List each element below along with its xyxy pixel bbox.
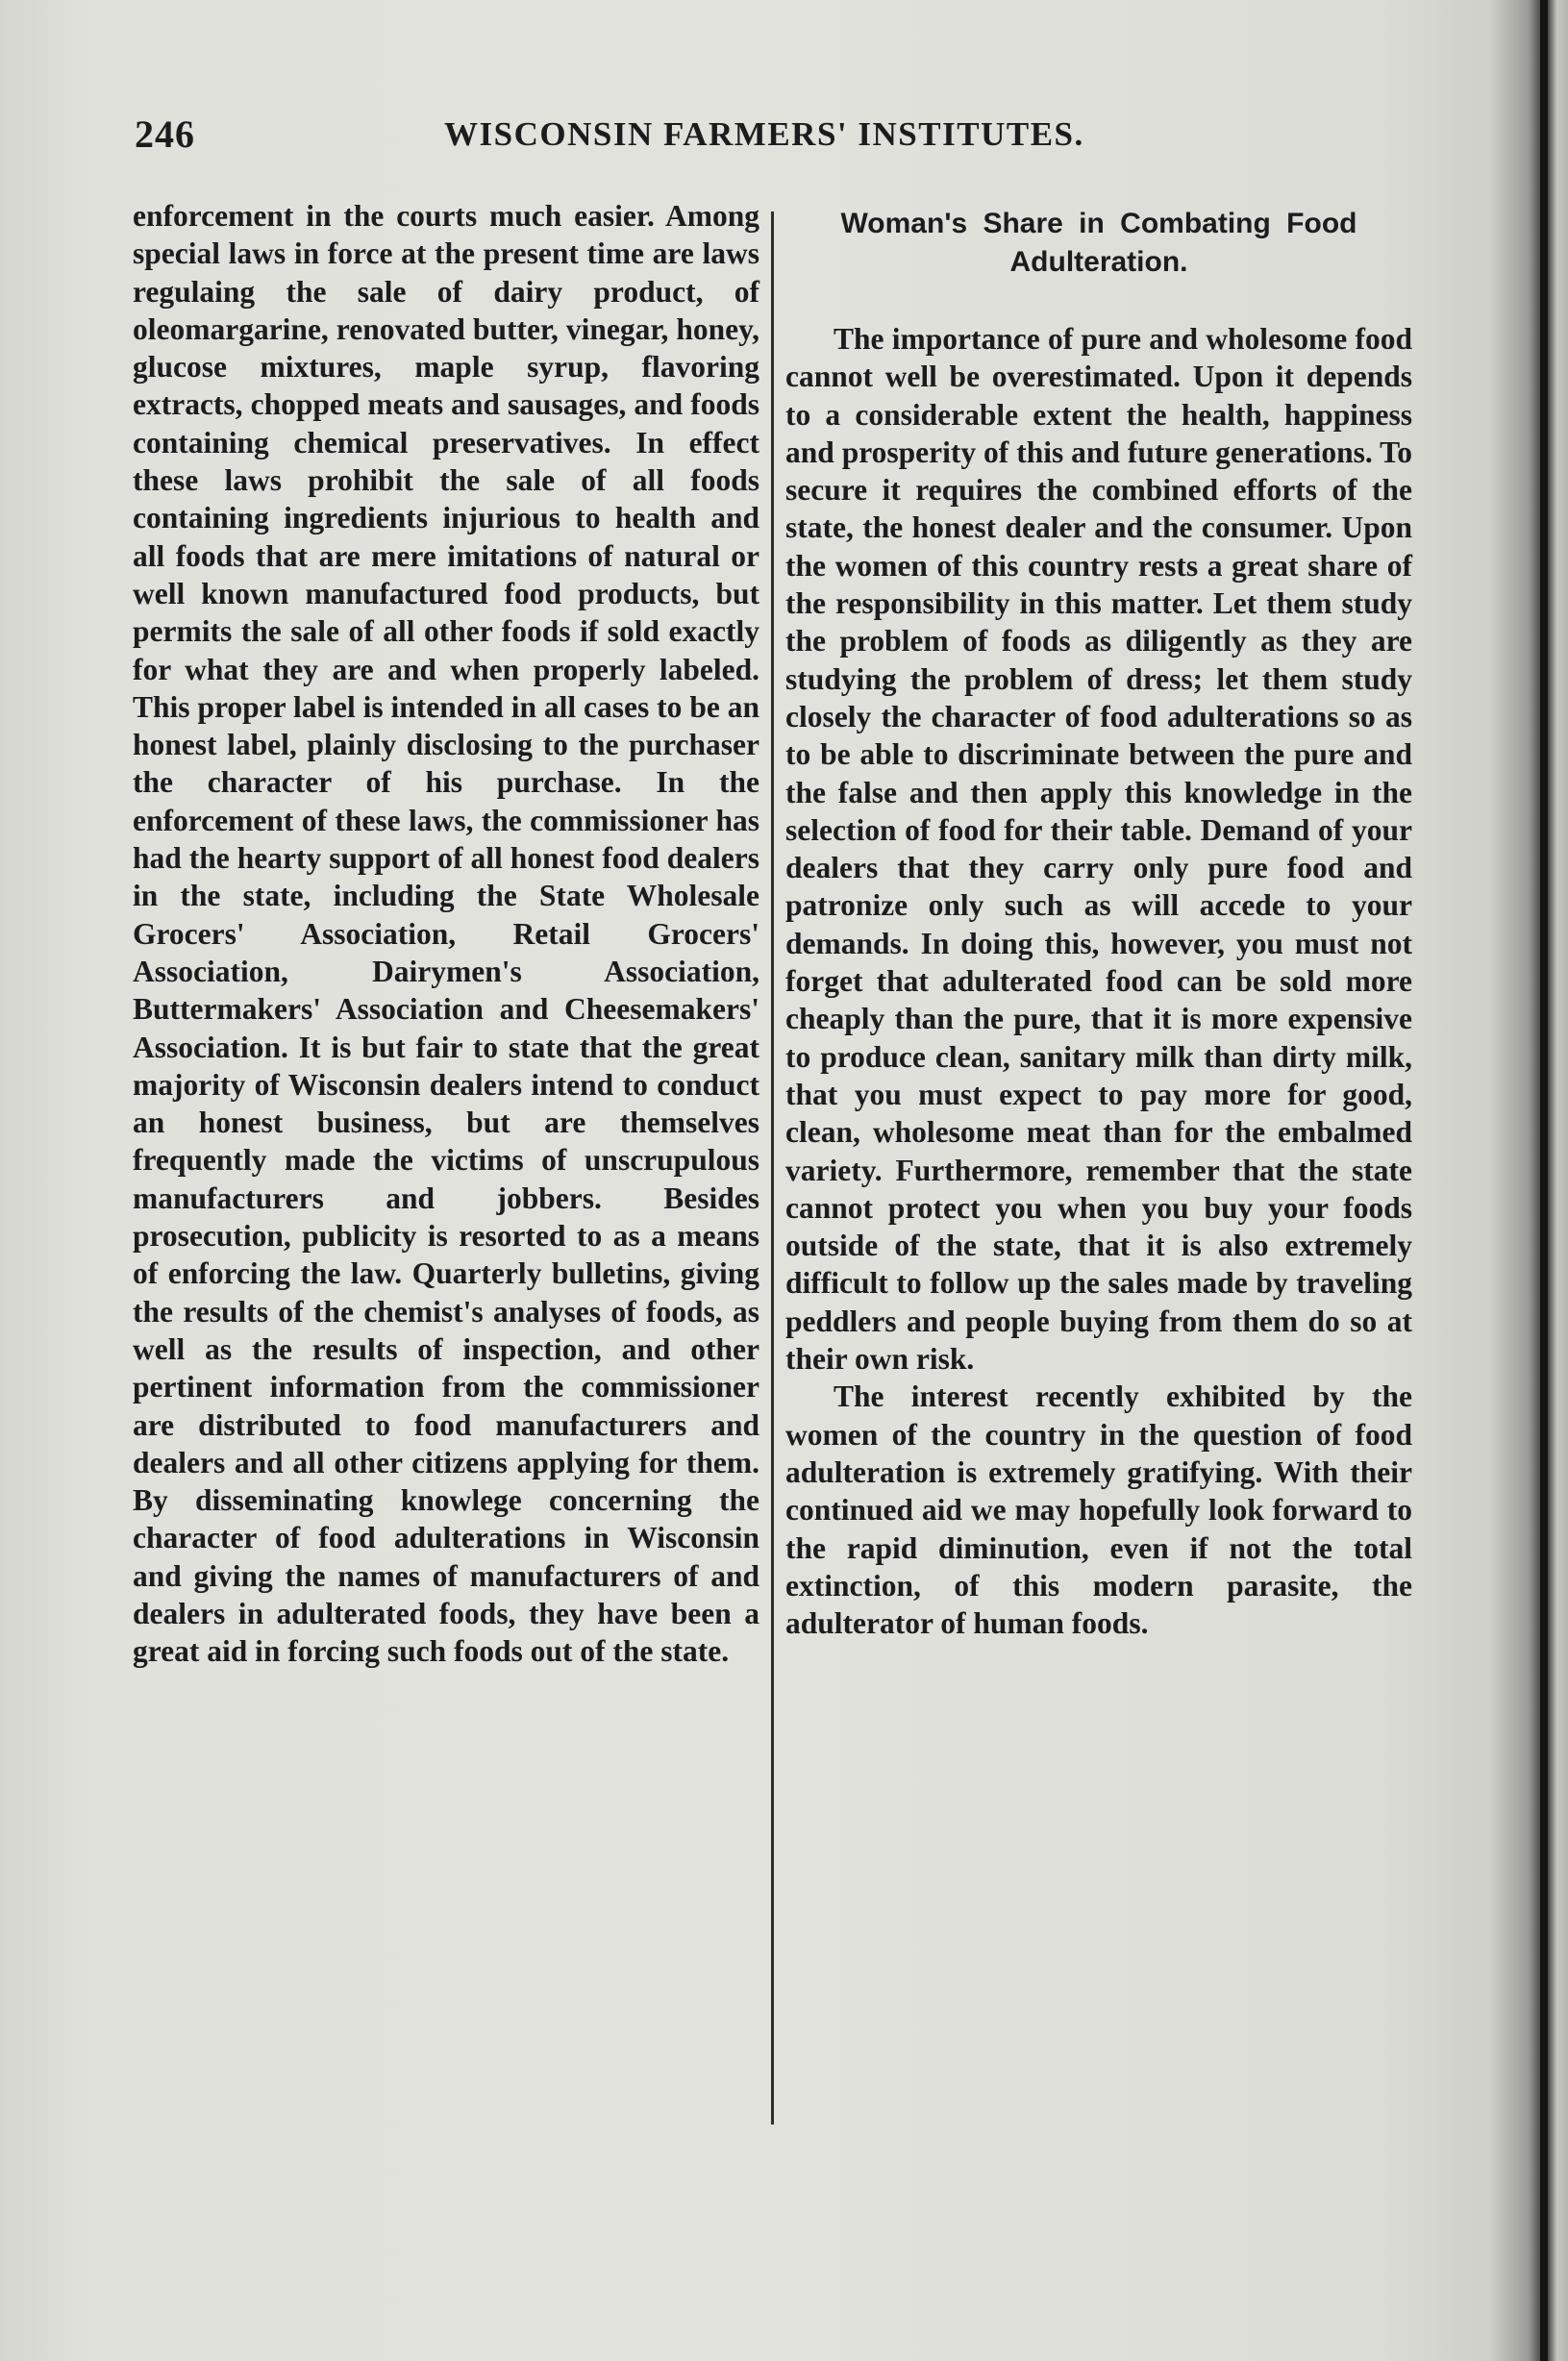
column-divider	[771, 211, 774, 2125]
left-paragraph: enforcement in the courts much easier. Among special laws in force at the present time are laws regulaing the sale of dairy product, of oleomargarine, renovated butter, vinegar, honey, glucose mixtures, maple syrup, flavoring extracts, chopped meats and sausages, and foods containing chemical preservatives. In effect these laws prohibit the sale of all foods containing ingredients injurious to health and all foods that are mere imitations of natural or well known manufactured food products, but permits the sale of all other foods if sold exactly for what they are and when properly labeled. This proper label is intended in all cases to be an honest label, plainly disclosing to the purchaser the character of his purchase. In the enforcement of these laws, the commissioner has had the hearty support of all honest food dealers in the state, including the State Wholesale Grocers' Association, Retail Grocers' Association, Dairymen's Association, Buttermakers' Association and Cheesemakers' Association. It is but fair to state that the great majority of Wisconsin dealers intend to conduct an honest business, but are themselves frequently made the victims of unscrupulous manufacturers and jobbers. Besides prosecution, publicity is resorted to as a means of enforcing the law. Quarterly bulletins, giving the results of the chemist's analyses of foods, as well as the results of inspection, and other pertinent information from the commissioner are distributed to food manufacturers and dealers and all other citizens applying for them. By disseminating knowlege concerning the character of food adulterations in Wisconsin and giving the names of manufacturers of and dealers in adulterated foods, they have been a great aid in forcing such foods out of the state.	[133, 199, 759, 1669]
left-column	[133, 197, 759, 1671]
section-heading: Woman's Share in Combating Food Adulteration.	[840, 208, 1357, 278]
running-title: WISCONSIN FARMERS' INSTITUTES.	[444, 115, 1084, 153]
right-paragraph: The interest recently exhibited by the women of the country in the question of food adulteration is extremely gratifying. With their continued aid we may hopefully look forward to the rapid diminution, even if not the total extinction, of this modern parasite, the adulterator of human foods.	[785, 1379, 1412, 1641]
page-number: 246	[135, 112, 195, 156]
page-edge-shadow	[1540, 0, 1548, 2361]
running-head	[135, 112, 1134, 169]
right-column	[785, 197, 1412, 1642]
right-paragraph: The importance of pure and wholesome food cannot well be overestimated. Upon it depends to a considerable extent the health, happiness and prosperity of this and future generations. To secure it requires the combined efforts of the state, the honest dealer and the consumer. Upon the women of this country rests a great share of the responsibility in this matter. Let them study the problem of foods as diligently as they are studying the problem of dress; let them study closely the character of food adulterations so as to be able to discriminate between the pure and the false and then apply this knowledge in the selection of food for their table. Demand of your dealers that they carry only pure food and patronize only such as will accede to your demands. In doing this, however, you must not forget that adulterated food can be sold more cheaply than the pure, that it is more expensive to produce clean, sanitary milk than dirty milk, that you must expect to pay more for good, clean, wholesome meat than for the embalmed variety. Furthermore, remember that the state cannot protect you when you buy your foods outside of the state, that it is also extremely difficult to follow up the sales made by traveling peddlers and people buying from them do so at their own risk.	[785, 322, 1412, 1377]
